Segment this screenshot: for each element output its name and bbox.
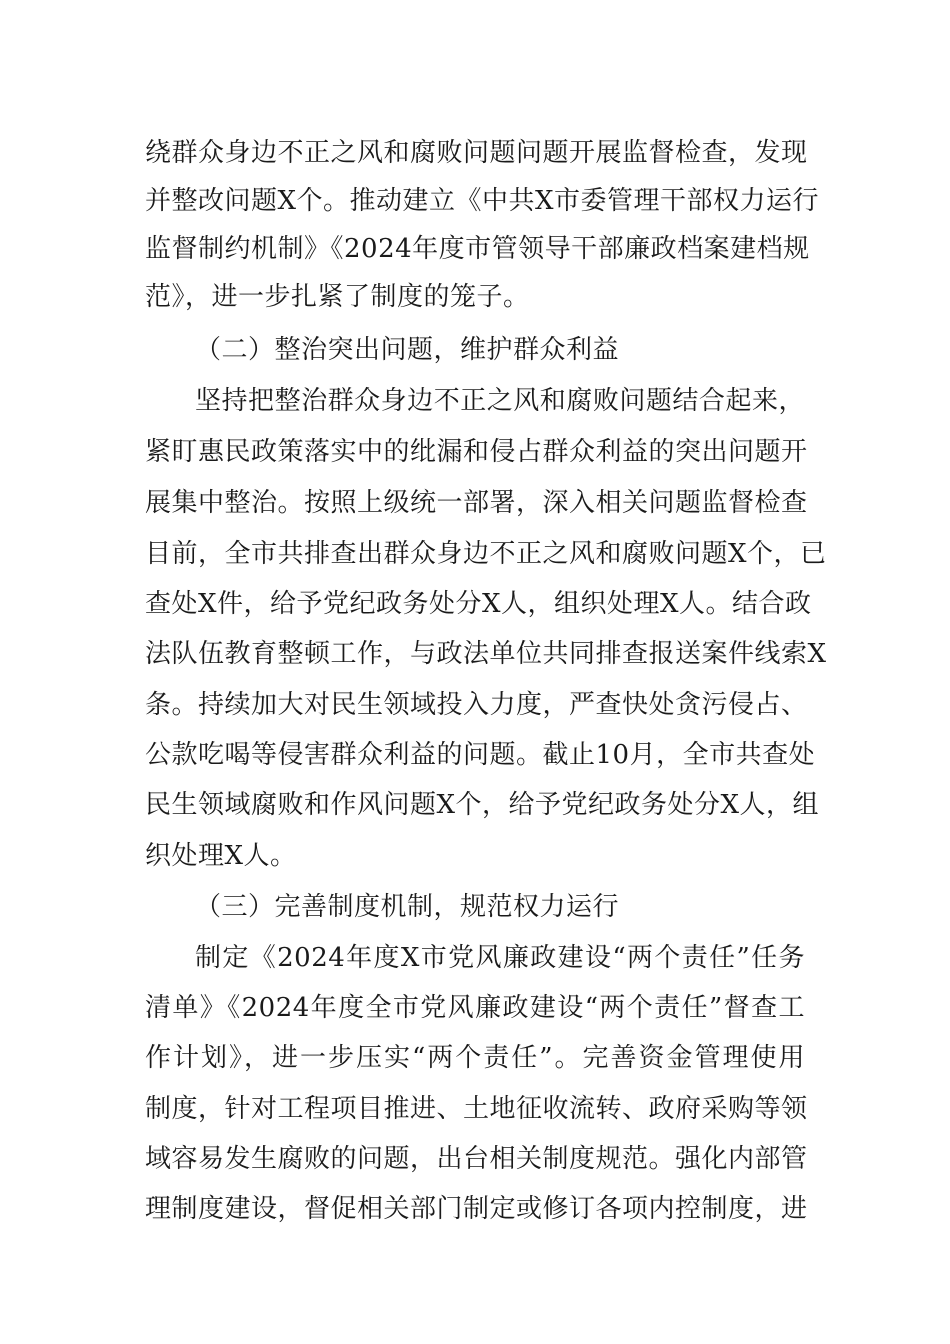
body-text-line: 并整改问题X个。推动建立《中共X市委管理干部权力运行 — [145, 186, 820, 216]
body-text-line: 作计划》，进一步压实“两个责任”。完善资金管理使用 — [145, 1043, 805, 1073]
body-text-line: 范》，进一步扎紧了制度的笼子。 — [145, 282, 530, 312]
body-text-line: 展集中整治。按照上级统一部署，深入相关问题监督检查 — [145, 488, 808, 518]
body-text-line: 紧盯惠民政策落实中的纰漏和侵占群众利益的突出问题开 — [145, 437, 808, 467]
body-text-line: 条。持续加大对民生领域投入力度，严查快处贪污侵占、 — [145, 690, 808, 720]
body-text-line: 民生领域腐败和作风问题X个，给予党纪政务处分X人，组 — [145, 790, 820, 820]
body-text-line: 坚持把整治群众身边不正之风和腐败问题结合起来， — [195, 386, 805, 416]
body-text-line: 绕群众身边不正之风和腐败问题问题开展监督检查，发现 — [145, 138, 808, 168]
body-text-line: 清单》《2024年度全市党风廉政建设“两个责任”督查工 — [145, 993, 805, 1023]
body-text-line: 法队伍教育整顿工作，与政法单位共同排查报送案件线索X — [145, 639, 827, 669]
body-text-line: 公款吃喝等侵害群众利益的问题。截止10月，全市共查处 — [145, 740, 816, 770]
body-text-line: 制度，针对工程项目推进、土地征收流转、政府采购等领 — [145, 1094, 808, 1124]
section-heading: （三）完善制度机制，规范权力运行 — [195, 892, 620, 922]
body-text-line: 理制度建设，督促相关部门制定或修订各项内控制度，进 — [145, 1194, 808, 1224]
body-text-line: 织处理X人。 — [145, 841, 297, 871]
section-heading: （二）整治突出问题，维护群众利益 — [195, 335, 620, 365]
body-text-line: 目前，全市共排查出群众身边不正之风和腐败问题X个，已 — [145, 539, 827, 569]
body-text-line: 域容易发生腐败的问题，出台相关制度规范。强化内部管 — [145, 1144, 808, 1174]
body-text-line: 制定《2024年度X市党风廉政建设“两个责任”任务 — [195, 943, 805, 973]
body-text-line: 查处X件，给予党纪政务处分X人，组织处理X人。结合政 — [145, 589, 812, 619]
body-text-line: 监督制约机制》《2024年度市管领导干部廉政档案建档规 — [145, 234, 810, 264]
